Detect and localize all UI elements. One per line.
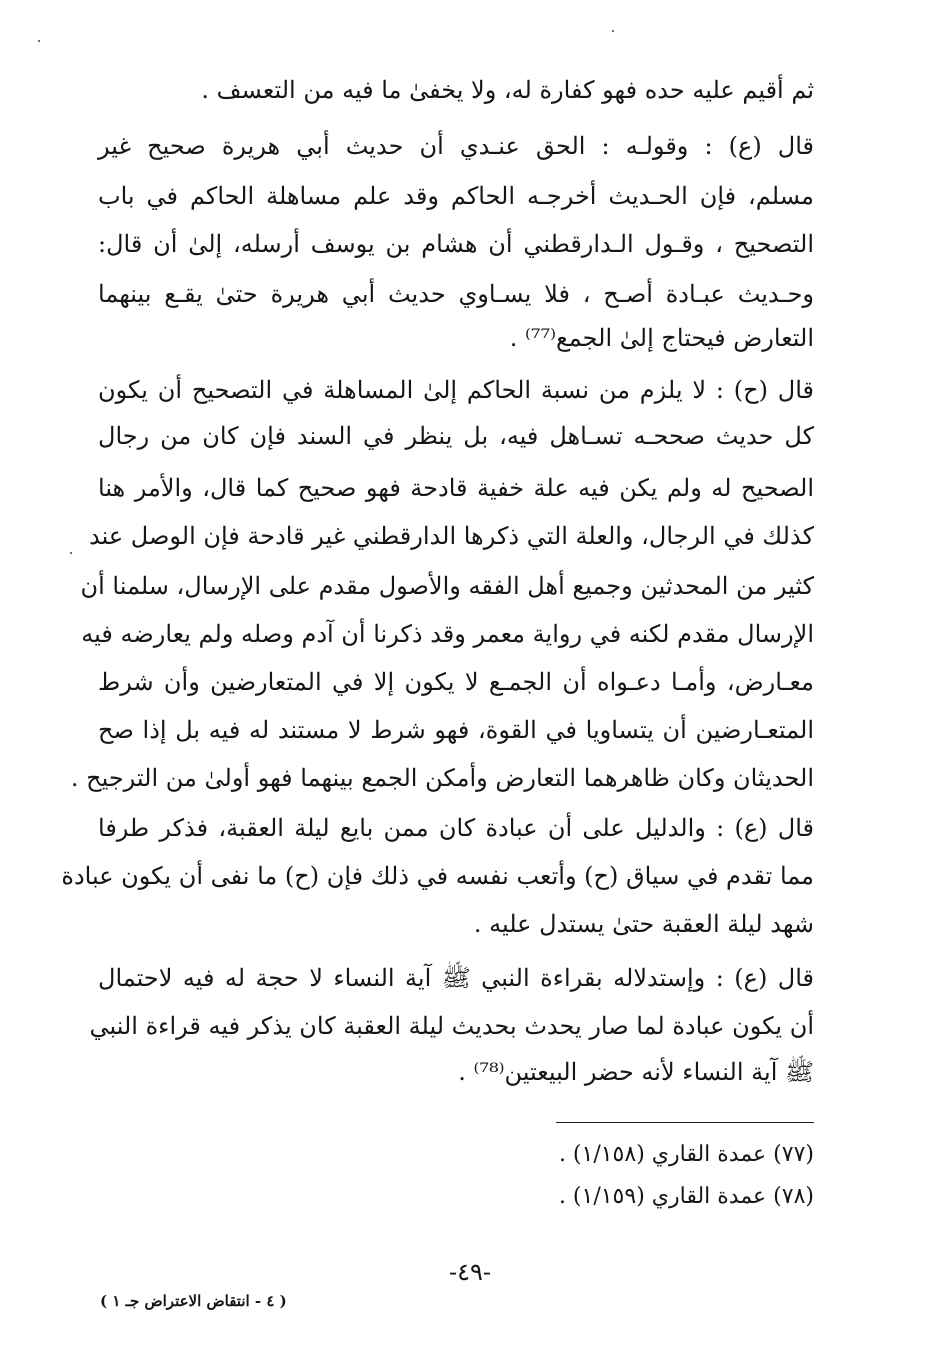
- footnote: (٧٧) عمدة القاري (١/١٥٨) .: [558, 1142, 814, 1167]
- text-line: كل حديث صححـه تسـاهل فيه، بل ينظر في السند فإن كان من رجال: [98, 422, 814, 450]
- page-number: -٤٩-: [449, 1258, 491, 1286]
- text-line: المتعـارضين أن يتساويا في القوة، فهو شرط لا مستند له فيه بل إذا صح: [98, 716, 814, 744]
- text-line: قال (ع) : والدليل على أن عبادة كان ممن بايع ليلة العقبة، فذكر طرفا: [98, 814, 814, 842]
- text-line: التعارض فيحتاج إلىٰ الجمع⁽⁷⁷⁾ .: [509, 324, 814, 352]
- text-line: أن يكون عبادة لما صار يحدث بحديث ليلة العقبة كان يذكر فيه قراءة النبي: [89, 1012, 814, 1040]
- scan-speck: [612, 30, 614, 32]
- text-line: كذلك في الرجال، والعلة التي ذكرها الدارقطني غير قادحة فإن الوصل عند: [89, 522, 814, 550]
- text-line: قال (ع) : وقولـه : الحق عنـدي أن حديث أبي هريرة صحيح غير: [98, 132, 814, 160]
- text-line: قال (ع) : وإستدلاله بقراءة النبي ﷺ آية النساء لا حجة له فيه لاحتمال: [98, 964, 814, 992]
- text-line: الصحيح له ولم يكن فيه علة خفية قادحة فهو صحيح كما قال، والأمر هنا: [98, 474, 814, 502]
- text-line: وحـديث عبـادة أصـح ، فلا يسـاوي حديث أبي هريرة حتىٰ يقـع بينهما: [98, 280, 814, 308]
- text-line: قال (ح) : لا يلزم من نسبة الحاكم إلىٰ المساهلة في التصحيح أن يكون: [98, 376, 814, 404]
- text-line: كثير من المحدثين وجميع أهل الفقه والأصول مقدم على الإرسال، سلمنا أن: [80, 572, 814, 600]
- text-line: الإرسال مقدم لكنه في رواية معمر وقد ذكرنا أن آدم وصله ولم يعارضه فيه: [81, 620, 814, 648]
- text-line: ثم أقيم عليه حده فهو كفارة له، ولا يخفىٰ ما فيه من التعسف .: [201, 76, 814, 104]
- footnote-separator: [556, 1122, 814, 1123]
- text-line: مما تقدم في سياق (ح) وأتعب نفسه في ذلك فإن (ح) ما نفى أن يكون عبادة: [61, 862, 814, 890]
- text-line: ﷺ آية النساء لأنه حضر البيعتين⁽⁷⁸⁾ .: [458, 1058, 814, 1086]
- footnote: (٧٨) عمدة القاري (١/١٥٩) .: [558, 1184, 814, 1209]
- text-line: معـارض، وأمـا دعـواه أن الجمـع لا يكون إلا في المتعارضين وأن شرط: [98, 668, 814, 696]
- text-line: التصحيح ، وقـول الـدارقطني أن هشام بن يوسف أرسله، إلىٰ أن قال:: [98, 230, 814, 258]
- text-line: الحديثان وكان ظاهرهما التعارض وأمكن الجمع بينهما فهو أولىٰ من الترجيح .: [70, 764, 814, 792]
- text-line: مسلم، فإن الحـديث أخرجـه الحاكم وقد علم مساهلة الحاكم في باب: [98, 182, 814, 210]
- scan-speck: [38, 40, 40, 42]
- text-line: شهد ليلة العقبة حتىٰ يستدل عليه .: [473, 910, 814, 938]
- signature-mark: ( ٤ - انتقاض الاعتراض جـ ١ ): [100, 1292, 287, 1310]
- scan-speck: [70, 552, 72, 554]
